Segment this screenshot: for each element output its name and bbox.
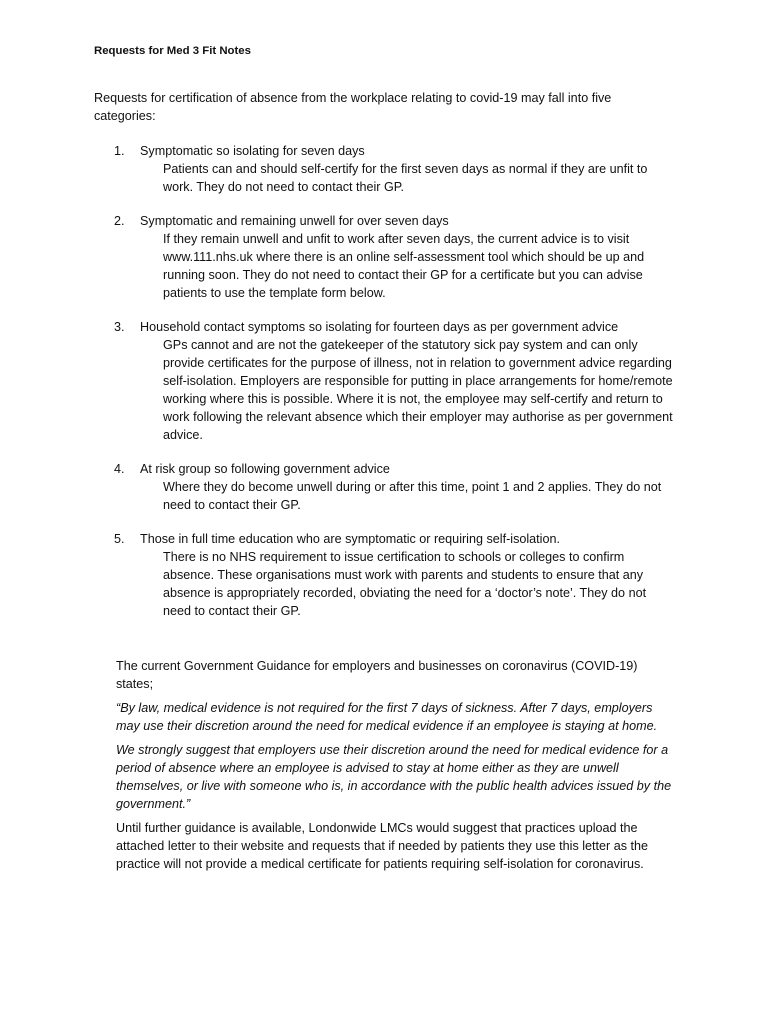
item-number: 2. bbox=[114, 214, 125, 228]
item-number: 5. bbox=[114, 532, 125, 546]
item-body: If they remain unwell and unfit to work after seven days, the current advice is to visit www.111.nhs.uk where there is an online self-assessment tool which should be up and running soon. They do not need to contact their GP for a certificate but you can advise patients to use the template form below. bbox=[163, 232, 645, 300]
document-title: Requests for Med 3 Fit Notes bbox=[94, 45, 251, 57]
guidance-intro: The current Government Guidance for employers and businesses on coronavirus (COVID-19) states; bbox=[116, 659, 638, 691]
item-body: Where they do become unwell during or after this time, point 1 and 2 applies. They do not need to contact their GP. bbox=[163, 480, 662, 512]
item-number: 4. bbox=[114, 462, 125, 476]
list-item bbox=[0, 212, 770, 302]
item-heading: Those in full time education who are symptomatic or requiring self-isolation. bbox=[140, 532, 560, 546]
item-number: 3. bbox=[114, 320, 125, 334]
closing-paragraph: Until further guidance is available, Londonwide LMCs would suggest that practices upload the attached letter to their website and requests that if needed by patients they use this letter as the practice will not provide a medical certificate for patients requiring self-isolation for coronavirus. bbox=[116, 821, 649, 871]
guidance-section bbox=[116, 657, 676, 879]
category-list bbox=[0, 142, 770, 636]
guidance-quote: “By law, medical evidence is not required for the first 7 days of sickness. After 7 days, employers may use their discretion around the need for medical evidence if an employee is staying at home. bbox=[116, 701, 658, 733]
item-heading: At risk group so following government advice bbox=[140, 462, 390, 476]
list-item bbox=[0, 318, 770, 444]
item-body: GPs cannot and are not the gatekeeper of the statutory sick pay system and can only provide certificates for the purpose of illness, not in relation to government advice regarding self-isolation. Employers are responsible for putting in place arrangements for home/remote working where this is possible. Where it is not, the employee may self-certify and return to work following the relevant absence which their employer may authorise as per government advice. bbox=[163, 338, 673, 442]
item-number: 1. bbox=[114, 144, 125, 158]
list-item bbox=[0, 460, 770, 514]
item-heading: Household contact symptoms so isolating for fourteen days as per government advice bbox=[140, 320, 619, 334]
list-item bbox=[0, 142, 770, 196]
intro-paragraph: Requests for certification of absence from the workplace relating to covid-19 may fall into five categories: bbox=[94, 91, 612, 123]
item-body: There is no NHS requirement to issue certification to schools or colleges to confirm absence. These organisations must work with parents and students to ensure that any absence is appropriately recorded, obviating the need for a ‘doctor’s note’. They do not need to contact their GP. bbox=[163, 550, 647, 618]
item-heading: Symptomatic so isolating for seven days bbox=[140, 144, 365, 158]
guidance-quote: We strongly suggest that employers use their discretion around the need for medical evidence for a period of absence where an employee is advised to stay at home either as they are unwell themselves, or live with someone who is, in accordance with the public health advices issued by the government.” bbox=[116, 743, 672, 811]
item-heading: Symptomatic and remaining unwell for over seven days bbox=[140, 214, 449, 228]
item-body: Patients can and should self-certify for the first seven days as normal if they are unfit to work. They do not need to contact their GP. bbox=[163, 162, 648, 194]
list-item bbox=[0, 530, 770, 620]
